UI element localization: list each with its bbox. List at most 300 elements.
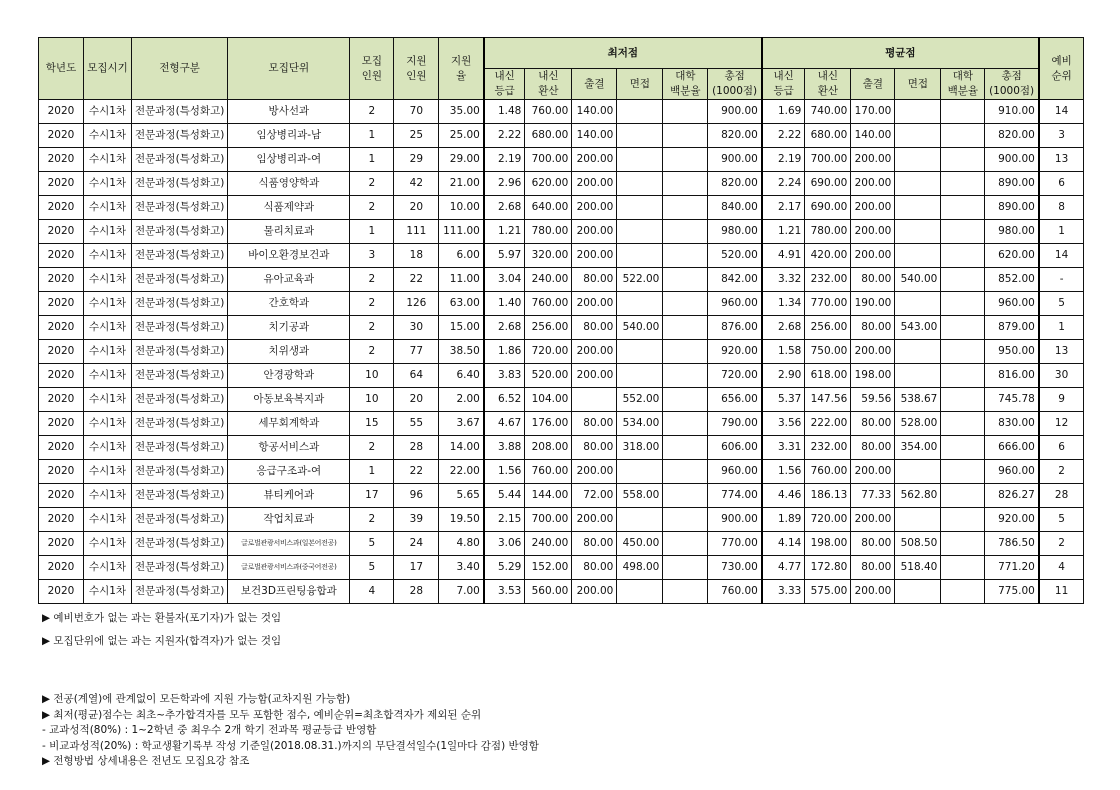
- cell-min-grade: 1.21: [484, 220, 525, 244]
- cell-min-itv: [617, 580, 663, 604]
- cell-min-conv: 104.00: [525, 388, 572, 412]
- cell-min-grade: 3.06: [484, 532, 525, 556]
- cell-avg-conv: 618.00: [805, 364, 851, 388]
- cell-avg-conv: 232.00: [805, 268, 851, 292]
- cell-min-itv: [617, 220, 663, 244]
- cell-avg-total: 771.20: [985, 556, 1039, 580]
- subheader-min-grade: 내신 등급: [484, 69, 525, 100]
- cell-min-grade: 5.44: [484, 484, 525, 508]
- cell-avg-att: 80.00: [851, 556, 895, 580]
- cell-avg-grade: 4.91: [762, 244, 805, 268]
- cell-type: 전문과정(특성화고): [132, 484, 228, 508]
- cell-period: 수시1차: [84, 292, 132, 316]
- cell-min-itv: [617, 460, 663, 484]
- cell-min-att: 200.00: [572, 508, 617, 532]
- table-row: [39, 316, 1084, 340]
- table-row: [39, 460, 1084, 484]
- cell-applicants: 20: [394, 388, 439, 412]
- cell-avg-grade: 4.14: [762, 532, 805, 556]
- cell-min-pct: [663, 316, 708, 340]
- table-row: [39, 244, 1084, 268]
- cell-min-conv: 760.00: [525, 460, 572, 484]
- cell-avg-itv: 543.00: [895, 316, 941, 340]
- cell-year: 2020: [39, 148, 84, 172]
- cell-quota: 5: [350, 532, 394, 556]
- cell-avg-conv: 420.00: [805, 244, 851, 268]
- cell-avg-itv: [895, 172, 941, 196]
- cell-type: 전문과정(특성화고): [132, 412, 228, 436]
- cell-unit: 치위생과: [228, 340, 350, 364]
- cell-avg-att: 200.00: [851, 172, 895, 196]
- cell-min-pct: [663, 148, 708, 172]
- cell-avg-grade: 2.24: [762, 172, 805, 196]
- cell-min-att: 80.00: [572, 316, 617, 340]
- cell-avg-pct: [941, 340, 985, 364]
- cell-applicants: 29: [394, 148, 439, 172]
- cell-ratio: 63.00: [439, 292, 484, 316]
- cell-year: 2020: [39, 220, 84, 244]
- cell-applicants: 42: [394, 172, 439, 196]
- cell-year: 2020: [39, 412, 84, 436]
- cell-applicants: 22: [394, 460, 439, 484]
- cell-min-conv: 240.00: [525, 268, 572, 292]
- cell-avg-pct: [941, 220, 985, 244]
- cell-avg-itv: [895, 508, 941, 532]
- cell-avg-pct: [941, 172, 985, 196]
- cell-avg-grade: 3.31: [762, 436, 805, 460]
- cell-min-total: 842.00: [708, 268, 762, 292]
- cell-min-pct: [663, 292, 708, 316]
- cell-avg-conv: 186.13: [805, 484, 851, 508]
- cell-avg-itv: [895, 460, 941, 484]
- cell-avg-conv: 720.00: [805, 508, 851, 532]
- subheader-avg-interview: 면접: [895, 69, 941, 100]
- table-row: [39, 508, 1084, 532]
- cell-wait: 28: [1039, 484, 1084, 508]
- cell-wait: 3: [1039, 124, 1084, 148]
- cell-min-grade: 1.86: [484, 340, 525, 364]
- cell-quota: 2: [350, 196, 394, 220]
- cell-avg-total: 890.00: [985, 196, 1039, 220]
- cell-quota: 2: [350, 100, 394, 124]
- cell-min-pct: [663, 196, 708, 220]
- cell-unit: 아동보육복지과: [228, 388, 350, 412]
- cell-avg-itv: 508.50: [895, 532, 941, 556]
- cell-min-total: 820.00: [708, 172, 762, 196]
- cell-applicants: 111: [394, 220, 439, 244]
- cell-type: 전문과정(특성화고): [132, 388, 228, 412]
- cell-period: 수시1차: [84, 124, 132, 148]
- cell-min-att: 140.00: [572, 100, 617, 124]
- cell-avg-grade: 2.19: [762, 148, 805, 172]
- cell-unit: 식품제약과: [228, 196, 350, 220]
- cell-wait: 13: [1039, 340, 1084, 364]
- cell-avg-itv: [895, 364, 941, 388]
- cell-type: 전문과정(특성화고): [132, 100, 228, 124]
- cell-min-total: 900.00: [708, 148, 762, 172]
- cell-wait: 11: [1039, 580, 1084, 604]
- cell-min-itv: [617, 292, 663, 316]
- cell-avg-att: 80.00: [851, 532, 895, 556]
- table-row: [39, 580, 1084, 604]
- cell-avg-att: 140.00: [851, 124, 895, 148]
- cell-min-itv: [617, 508, 663, 532]
- cell-min-grade: 5.97: [484, 244, 525, 268]
- table-row: [39, 532, 1084, 556]
- cell-period: 수시1차: [84, 484, 132, 508]
- cell-unit: 응급구조과-여: [228, 460, 350, 484]
- cell-avg-conv: 780.00: [805, 220, 851, 244]
- cell-avg-total: 980.00: [985, 220, 1039, 244]
- cell-min-conv: 640.00: [525, 196, 572, 220]
- cell-avg-total: 950.00: [985, 340, 1039, 364]
- cell-unit: 물리치료과: [228, 220, 350, 244]
- cell-min-itv: 498.00: [617, 556, 663, 580]
- cell-avg-pct: [941, 508, 985, 532]
- header-quota: 모집 인원: [350, 38, 394, 100]
- cell-min-grade: 5.29: [484, 556, 525, 580]
- cell-avg-itv: [895, 244, 941, 268]
- cell-min-conv: 760.00: [525, 292, 572, 316]
- cell-type: 전문과정(특성화고): [132, 460, 228, 484]
- cell-year: 2020: [39, 292, 84, 316]
- cell-avg-total: 852.00: [985, 268, 1039, 292]
- subheader-avg-total: 총점 (1000점): [985, 69, 1039, 100]
- cell-avg-pct: [941, 100, 985, 124]
- cell-avg-total: 826.27: [985, 484, 1039, 508]
- cell-min-conv: 144.00: [525, 484, 572, 508]
- cell-applicants: 126: [394, 292, 439, 316]
- cell-unit: 항공서비스과: [228, 436, 350, 460]
- cell-wait: 30: [1039, 364, 1084, 388]
- cell-min-grade: 2.68: [484, 316, 525, 340]
- cell-avg-att: 200.00: [851, 460, 895, 484]
- table-body: [39, 100, 1084, 604]
- cell-quota: 3: [350, 244, 394, 268]
- cell-avg-itv: [895, 340, 941, 364]
- cell-applicants: 55: [394, 412, 439, 436]
- cell-min-grade: 2.68: [484, 196, 525, 220]
- cell-type: 전문과정(특성화고): [132, 436, 228, 460]
- cell-min-grade: 1.40: [484, 292, 525, 316]
- cell-period: 수시1차: [84, 148, 132, 172]
- cell-avg-pct: [941, 148, 985, 172]
- cell-min-conv: 700.00: [525, 508, 572, 532]
- cell-min-pct: [663, 532, 708, 556]
- cell-min-total: 920.00: [708, 340, 762, 364]
- table-row: [39, 340, 1084, 364]
- cell-avg-grade: 3.33: [762, 580, 805, 604]
- cell-unit: 간호학과: [228, 292, 350, 316]
- cell-min-grade: 3.88: [484, 436, 525, 460]
- cell-avg-conv: 575.00: [805, 580, 851, 604]
- table-row: [39, 364, 1084, 388]
- cell-applicants: 28: [394, 436, 439, 460]
- cell-year: 2020: [39, 124, 84, 148]
- table-row: [39, 220, 1084, 244]
- cell-quota: 2: [350, 292, 394, 316]
- cell-quota: 17: [350, 484, 394, 508]
- cell-min-att: 200.00: [572, 340, 617, 364]
- cell-min-total: 656.00: [708, 388, 762, 412]
- cell-ratio: 38.50: [439, 340, 484, 364]
- cell-unit: 치기공과: [228, 316, 350, 340]
- cell-avg-conv: 198.00: [805, 532, 851, 556]
- cell-avg-conv: 256.00: [805, 316, 851, 340]
- cell-min-total: 730.00: [708, 556, 762, 580]
- cell-period: 수시1차: [84, 412, 132, 436]
- cell-min-total: 720.00: [708, 364, 762, 388]
- cell-min-total: 900.00: [708, 100, 762, 124]
- cell-min-total: 876.00: [708, 316, 762, 340]
- cell-ratio: 35.00: [439, 100, 484, 124]
- cell-avg-pct: [941, 556, 985, 580]
- cell-min-pct: [663, 508, 708, 532]
- cell-min-itv: [617, 244, 663, 268]
- cell-type: 전문과정(특성화고): [132, 148, 228, 172]
- cell-avg-itv: [895, 124, 941, 148]
- cell-avg-att: 200.00: [851, 244, 895, 268]
- cell-min-att: 80.00: [572, 412, 617, 436]
- cell-wait: 5: [1039, 508, 1084, 532]
- cell-type: 전문과정(특성화고): [132, 196, 228, 220]
- cell-wait: 2: [1039, 460, 1084, 484]
- cell-min-itv: [617, 196, 663, 220]
- cell-avg-att: 80.00: [851, 268, 895, 292]
- cell-unit: 식품영양학과: [228, 172, 350, 196]
- cell-applicants: 20: [394, 196, 439, 220]
- cell-year: 2020: [39, 268, 84, 292]
- cell-wait: 9: [1039, 388, 1084, 412]
- cell-min-total: 770.00: [708, 532, 762, 556]
- cell-avg-itv: 354.00: [895, 436, 941, 460]
- cell-avg-total: 960.00: [985, 292, 1039, 316]
- table-row: [39, 556, 1084, 580]
- cell-quota: 2: [350, 316, 394, 340]
- cell-period: 수시1차: [84, 268, 132, 292]
- cell-avg-itv: 538.67: [895, 388, 941, 412]
- cell-type: 전문과정(특성화고): [132, 316, 228, 340]
- cell-avg-itv: 528.00: [895, 412, 941, 436]
- cell-avg-conv: 700.00: [805, 148, 851, 172]
- subheader-min-conv: 내신 환산: [525, 69, 572, 100]
- cell-unit: 유아교육과: [228, 268, 350, 292]
- table-row: [39, 436, 1084, 460]
- cell-min-pct: [663, 124, 708, 148]
- cell-avg-conv: 770.00: [805, 292, 851, 316]
- cell-avg-itv: 540.00: [895, 268, 941, 292]
- cell-quota: 15: [350, 412, 394, 436]
- header-waitlist: 예비 순위: [1039, 38, 1084, 100]
- cell-avg-total: 830.00: [985, 412, 1039, 436]
- cell-min-conv: 256.00: [525, 316, 572, 340]
- cell-min-pct: [663, 220, 708, 244]
- cell-min-itv: [617, 172, 663, 196]
- cell-min-itv: 552.00: [617, 388, 663, 412]
- cell-min-total: 774.00: [708, 484, 762, 508]
- cell-avg-grade: 1.56: [762, 460, 805, 484]
- cell-avg-total: 890.00: [985, 172, 1039, 196]
- cell-min-grade: 4.67: [484, 412, 525, 436]
- cell-avg-total: 920.00: [985, 508, 1039, 532]
- cell-min-att: 200.00: [572, 196, 617, 220]
- cell-avg-conv: 690.00: [805, 172, 851, 196]
- cell-year: 2020: [39, 172, 84, 196]
- cell-year: 2020: [39, 436, 84, 460]
- cell-period: 수시1차: [84, 388, 132, 412]
- cell-avg-itv: [895, 292, 941, 316]
- cell-avg-grade: 5.37: [762, 388, 805, 412]
- cell-avg-pct: [941, 460, 985, 484]
- cell-ratio: 6.40: [439, 364, 484, 388]
- cell-unit: 세무회계학과: [228, 412, 350, 436]
- cell-applicants: 17: [394, 556, 439, 580]
- cell-period: 수시1차: [84, 532, 132, 556]
- cell-min-conv: 240.00: [525, 532, 572, 556]
- table-row: [39, 292, 1084, 316]
- table-row: [39, 484, 1084, 508]
- cell-min-pct: [663, 556, 708, 580]
- table-row: [39, 196, 1084, 220]
- header-unit: 모집단위: [228, 38, 350, 100]
- cell-min-att: 80.00: [572, 532, 617, 556]
- cell-period: 수시1차: [84, 556, 132, 580]
- cell-min-grade: 3.53: [484, 580, 525, 604]
- cell-wait: 1: [1039, 220, 1084, 244]
- cell-ratio: 2.00: [439, 388, 484, 412]
- cell-min-att: 80.00: [572, 268, 617, 292]
- cell-unit: 방사선과: [228, 100, 350, 124]
- cell-avg-grade: 1.21: [762, 220, 805, 244]
- cell-min-conv: 152.00: [525, 556, 572, 580]
- cell-avg-pct: [941, 316, 985, 340]
- cell-min-total: 606.00: [708, 436, 762, 460]
- cell-min-grade: 2.96: [484, 172, 525, 196]
- cell-wait: 4: [1039, 556, 1084, 580]
- cell-avg-total: 879.00: [985, 316, 1039, 340]
- cell-wait: 13: [1039, 148, 1084, 172]
- cell-avg-itv: 562.80: [895, 484, 941, 508]
- cell-avg-grade: 1.58: [762, 340, 805, 364]
- cell-avg-grade: 4.46: [762, 484, 805, 508]
- cell-min-conv: 720.00: [525, 340, 572, 364]
- cell-min-grade: 1.56: [484, 460, 525, 484]
- cell-quota: 10: [350, 364, 394, 388]
- cell-year: 2020: [39, 508, 84, 532]
- cell-min-grade: 6.52: [484, 388, 525, 412]
- cell-min-total: 820.00: [708, 124, 762, 148]
- cell-year: 2020: [39, 556, 84, 580]
- cell-avg-itv: [895, 220, 941, 244]
- cell-wait: 14: [1039, 244, 1084, 268]
- cell-avg-total: 775.00: [985, 580, 1039, 604]
- cell-min-conv: 620.00: [525, 172, 572, 196]
- cell-period: 수시1차: [84, 220, 132, 244]
- table-header: [39, 38, 1084, 100]
- cell-ratio: 5.65: [439, 484, 484, 508]
- cell-avg-att: 200.00: [851, 148, 895, 172]
- cell-type: 전문과정(특성화고): [132, 364, 228, 388]
- cell-type: 전문과정(특성화고): [132, 172, 228, 196]
- cell-period: 수시1차: [84, 172, 132, 196]
- cell-avg-pct: [941, 412, 985, 436]
- cell-year: 2020: [39, 364, 84, 388]
- cell-applicants: 25: [394, 124, 439, 148]
- admission-results-table: [38, 37, 1084, 604]
- cell-ratio: 29.00: [439, 148, 484, 172]
- cell-applicants: 28: [394, 580, 439, 604]
- cell-avg-conv: 760.00: [805, 460, 851, 484]
- subheader-min-attendance: 출결: [572, 69, 617, 100]
- cell-avg-total: 816.00: [985, 364, 1039, 388]
- cell-type: 전문과정(특성화고): [132, 220, 228, 244]
- cell-min-att: 140.00: [572, 124, 617, 148]
- cell-quota: 2: [350, 436, 394, 460]
- cell-year: 2020: [39, 244, 84, 268]
- cell-avg-att: 200.00: [851, 508, 895, 532]
- cell-avg-pct: [941, 124, 985, 148]
- table-row: [39, 124, 1084, 148]
- cell-min-att: 80.00: [572, 436, 617, 460]
- cell-avg-grade: 4.77: [762, 556, 805, 580]
- cell-applicants: 77: [394, 340, 439, 364]
- cell-type: 전문과정(특성화고): [132, 340, 228, 364]
- cell-avg-att: 59.56: [851, 388, 895, 412]
- cell-avg-grade: 1.69: [762, 100, 805, 124]
- cell-type: 전문과정(특성화고): [132, 124, 228, 148]
- subheader-min-interview: 면접: [617, 69, 663, 100]
- cell-wait: 2: [1039, 532, 1084, 556]
- cell-avg-grade: 2.22: [762, 124, 805, 148]
- cell-period: 수시1차: [84, 316, 132, 340]
- cell-avg-total: 960.00: [985, 460, 1039, 484]
- cell-avg-att: 190.00: [851, 292, 895, 316]
- cell-min-att: 200.00: [572, 172, 617, 196]
- cell-unit: 보건3D프린팅융합과: [228, 580, 350, 604]
- header-applicants: 지원 인원: [394, 38, 439, 100]
- cell-ratio: 111.00: [439, 220, 484, 244]
- cell-ratio: 3.67: [439, 412, 484, 436]
- cell-avg-pct: [941, 436, 985, 460]
- cell-min-att: [572, 388, 617, 412]
- cell-year: 2020: [39, 100, 84, 124]
- cell-min-conv: 520.00: [525, 364, 572, 388]
- header-ratio: 지원 율: [439, 38, 484, 100]
- table-row: [39, 412, 1084, 436]
- cell-avg-att: 200.00: [851, 196, 895, 220]
- cell-min-pct: [663, 268, 708, 292]
- cell-ratio: 4.80: [439, 532, 484, 556]
- cell-min-att: 200.00: [572, 244, 617, 268]
- cell-year: 2020: [39, 532, 84, 556]
- table-row: [39, 148, 1084, 172]
- cell-wait: 12: [1039, 412, 1084, 436]
- cell-min-conv: 208.00: [525, 436, 572, 460]
- cell-avg-conv: 680.00: [805, 124, 851, 148]
- cell-ratio: 10.00: [439, 196, 484, 220]
- cell-ratio: 3.40: [439, 556, 484, 580]
- subheader-avg-grade: 내신 등급: [762, 69, 805, 100]
- note-line: ▶ 전공(계열)에 관계없이 모든학과에 지원 가능함(교차지원 가능함): [42, 693, 351, 705]
- note-waitlist: ▶ 예비번호가 없는 과는 환불자(포기자)가 없는 것임: [42, 612, 282, 624]
- note-line: - 비교과성적(20%) : 학교생활기록부 작성 기준일(2018.08.31.)까지의 무단결석일수(1일마다 감점) 반영함: [42, 739, 539, 752]
- cell-wait: 8: [1039, 196, 1084, 220]
- cell-min-grade: 1.48: [484, 100, 525, 124]
- cell-wait: 1: [1039, 316, 1084, 340]
- cell-min-itv: [617, 124, 663, 148]
- cell-unit: 작업치료과: [228, 508, 350, 532]
- cell-min-grade: 3.04: [484, 268, 525, 292]
